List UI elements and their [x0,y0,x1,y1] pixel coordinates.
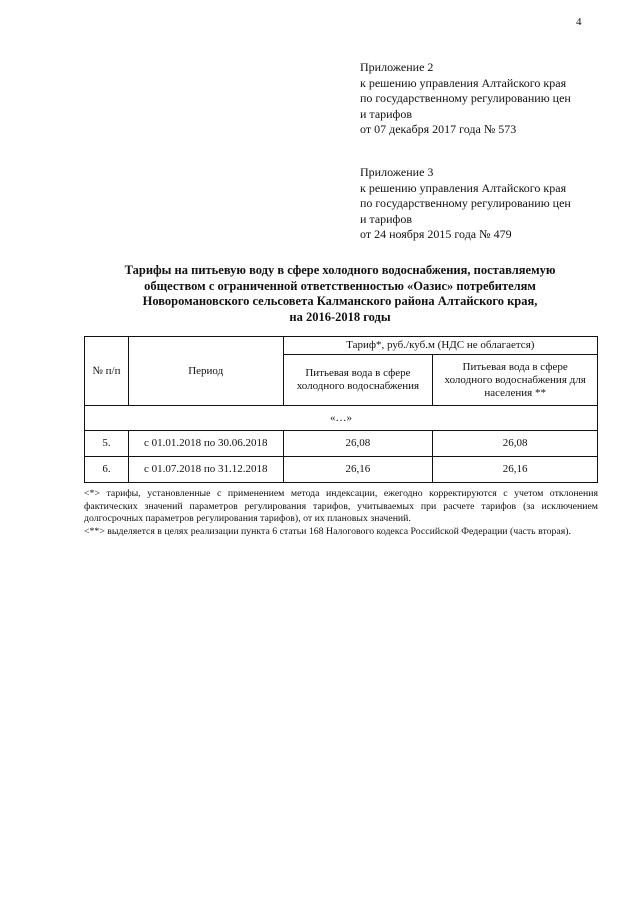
row-num: 5. [85,431,129,457]
header-general: Питьевая вода в сфере холодного водоснабжения [283,355,433,406]
title-line: обществом с ограниченной ответственностью «Оазис» потребителям [144,278,536,293]
header-period: Период [128,337,283,406]
appendix-3-line: по государственному регулированию цен [360,196,571,210]
footnotes [84,488,598,538]
header-tariff-group: Тариф*, руб./куб.м (НДС не облагается) [283,337,597,355]
appendix-2-date: от 07 декабря 2017 года № 573 [360,122,517,136]
appendix-3-header [360,165,571,243]
appendix-3-line: и тарифов [360,211,413,226]
tariff-table [84,336,598,483]
row-num: 6. [85,457,129,483]
table-header-row [85,337,598,355]
page-number: 4 [576,16,582,28]
row-general: 26,08 [283,431,433,457]
appendix-2-line: к решению управления Алтайского края [360,75,567,90]
row-period: с 01.07.2018 по 31.12.2018 [128,457,283,483]
table-row [85,457,598,483]
title-line: Тарифы на питьевую воду в сфере холодного водоснабжения, поставляемую [124,263,556,277]
header-num: № п/п [85,337,129,406]
row-population: 26,16 [433,457,598,483]
appendix-3-line: к решению управления Алтайского края [360,180,567,195]
appendix-2-header [360,60,571,138]
table-gap-row [85,406,598,431]
row-period: с 01.01.2018 по 30.06.2018 [128,431,283,457]
footnote-2: <**> выделяется в целях реализации пункта 6 статьи 168 Налогового кодекса Российской Федерации (часть вторая). [84,525,571,537]
footnote-1: <*> тарифы, установленные с применением метода индексации, ежегодно корректируются с учетом отклонения фактических значений параметров регулирования тарифов, учитываемых при расчете тарифов (за исключением долгосрочных параметров регулирования тарифов), от их плановых значений. [84,488,598,524]
row-population: 26,08 [433,431,598,457]
appendix-3-label: Приложение 3 [360,165,434,179]
appendix-2-label: Приложение 2 [360,60,434,74]
header-population: Питьевая вода в сфере холодного водоснабжения для населения ** [433,355,598,406]
title-line: на 2016-2018 годы [289,309,391,324]
title-line: Новоромановского сельсовета Калманского района Алтайского края, [142,294,538,308]
row-general: 26,16 [283,457,433,483]
document-title [90,263,590,325]
gap-marker: «…» [85,406,598,431]
appendix-2-line: по государственному регулированию цен [360,91,571,105]
table-row [85,431,598,457]
appendix-2-line: и тарифов [360,106,413,121]
appendix-3-date: от 24 ноября 2015 года № 479 [360,227,512,241]
